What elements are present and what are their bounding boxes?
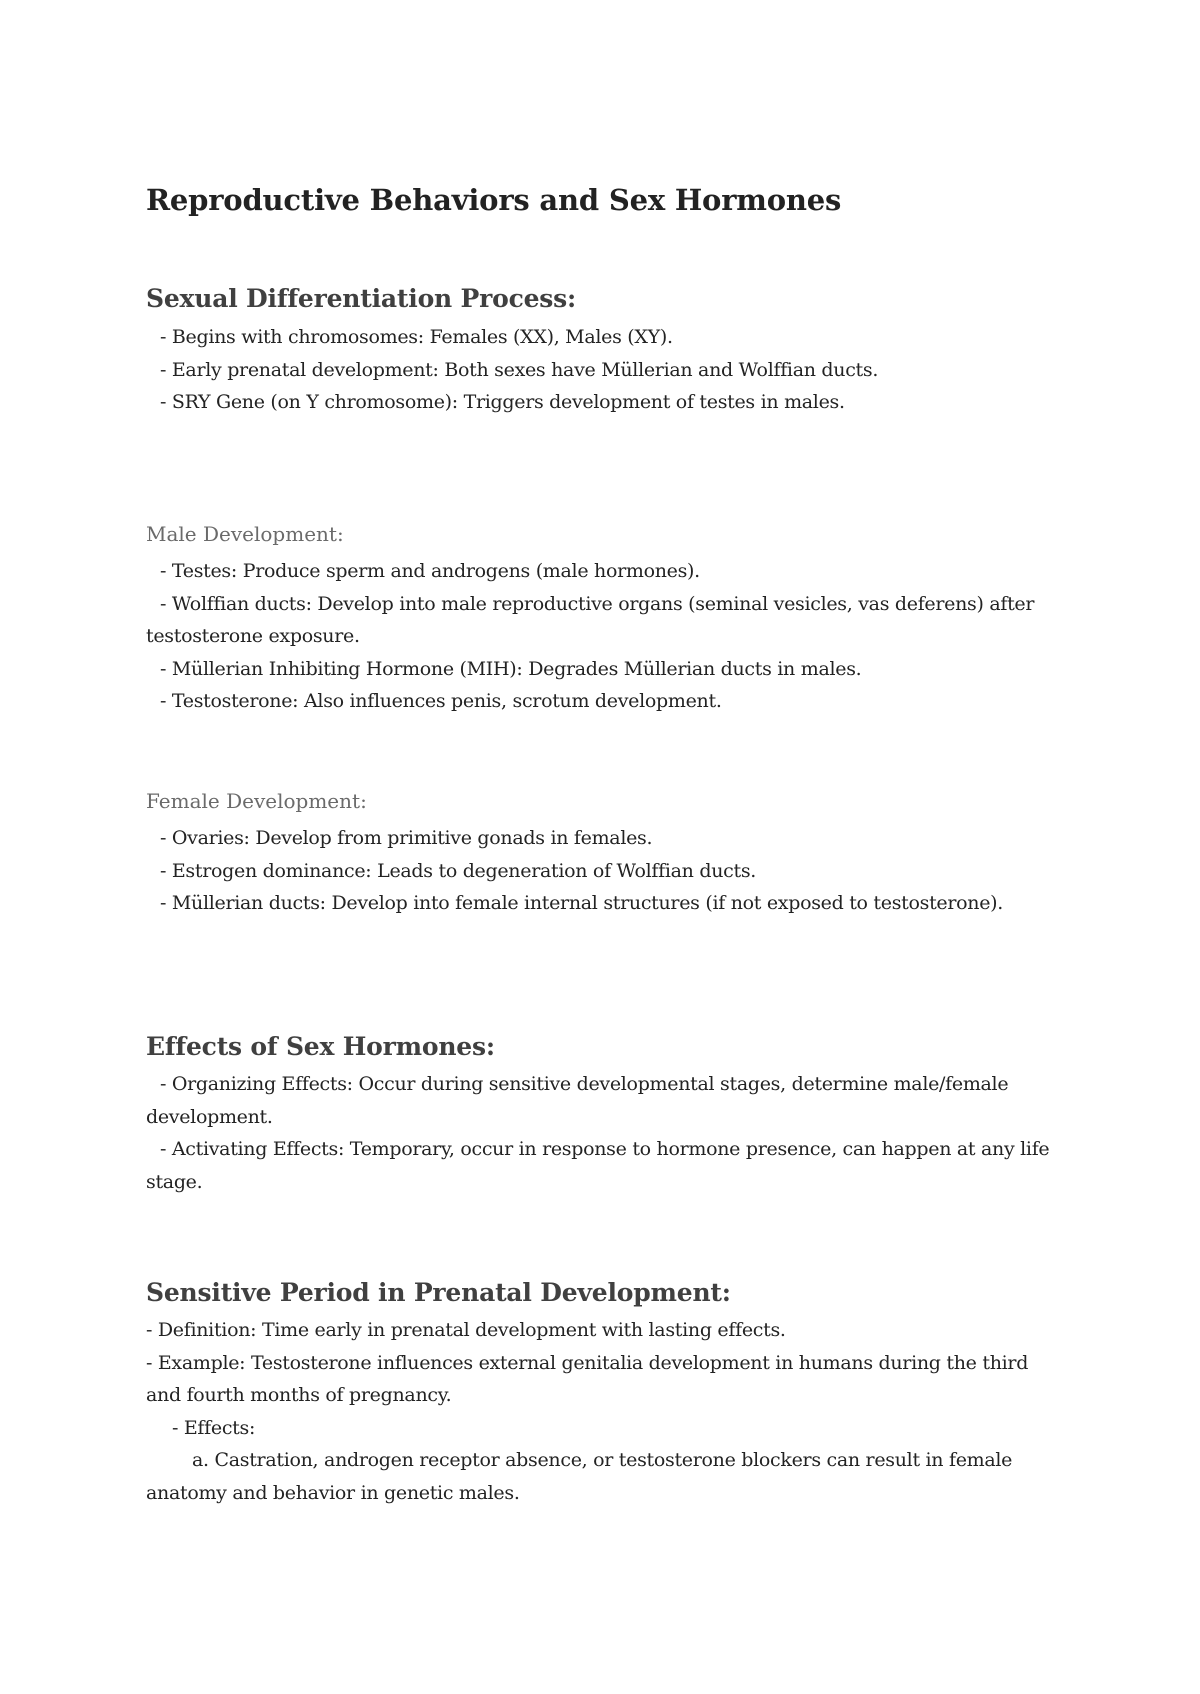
section-sensitive-period xyxy=(146,1276,1056,1509)
item-list xyxy=(146,1068,1056,1198)
subsection-heading: Female Development: xyxy=(146,789,367,813)
list-item: a. Castration, androgen receptor absence, or testosterone blockers can result in female anatomy and behavior in genetic males. xyxy=(146,1449,1013,1504)
document-title: Reproductive Behaviors and Sex Hormones xyxy=(146,183,842,217)
list-item: - Müllerian Inhibiting Hormone (MIH): Degrades Müllerian ducts in males. xyxy=(160,657,862,680)
list-item: - Early prenatal development: Both sexes have Müllerian and Wolffian ducts. xyxy=(160,358,879,381)
list-item: - Ovaries: Develop from primitive gonads in females. xyxy=(160,827,653,849)
item-list xyxy=(146,822,1056,920)
section-heading: Effects of Sex Hormones: xyxy=(146,1032,495,1061)
list-item: - Testosterone: Also influences penis, scrotum development. xyxy=(160,690,722,712)
list-item: - Müllerian ducts: Develop into female internal structures (if not exposed to testosterone). xyxy=(160,892,1004,914)
section-heading: Sexual Differentiation Process: xyxy=(146,284,577,313)
section-effects-of-sex-hormones xyxy=(146,1030,1056,1198)
list-item: - Testes: Produce sperm and androgens (male hormones). xyxy=(160,560,700,582)
list-item: - Example: Testosterone influences external genitalia development in humans during the third and fourth months of pregnancy. xyxy=(146,1351,1029,1406)
list-item: - Wolffian ducts: Develop into male reproductive organs (seminal vesicles, vas deferens) after testosterone exposure. xyxy=(146,592,1035,647)
section-sexual-differentiation xyxy=(146,282,1056,419)
list-item: - Effects: xyxy=(172,1416,256,1439)
list-item: - Organizing Effects: Occur during sensitive developmental stages, determine male/female development. xyxy=(146,1073,1009,1128)
item-list xyxy=(146,555,1056,718)
document-page xyxy=(146,0,1056,1694)
item-list xyxy=(146,1314,1056,1509)
subsection-heading: Male Development: xyxy=(146,522,344,546)
list-item: - Activating Effects: Temporary, occur in response to hormone presence, can happen at any life stage. xyxy=(146,1138,1050,1193)
list-item: - Definition: Time early in prenatal development with lasting effects. xyxy=(146,1319,786,1341)
list-item: - Begins with chromosomes: Females (XX), Males (XY). xyxy=(160,326,673,348)
section-female-development xyxy=(146,787,1056,920)
list-item: - Estrogen dominance: Leads to degeneration of Wolffian ducts. xyxy=(160,859,757,882)
list-item: - SRY Gene (on Y chromosome): Triggers development of testes in males. xyxy=(160,391,845,413)
section-heading: Sensitive Period in Prenatal Development: xyxy=(146,1278,731,1307)
section-male-development xyxy=(146,520,1056,718)
item-list xyxy=(146,321,1056,419)
